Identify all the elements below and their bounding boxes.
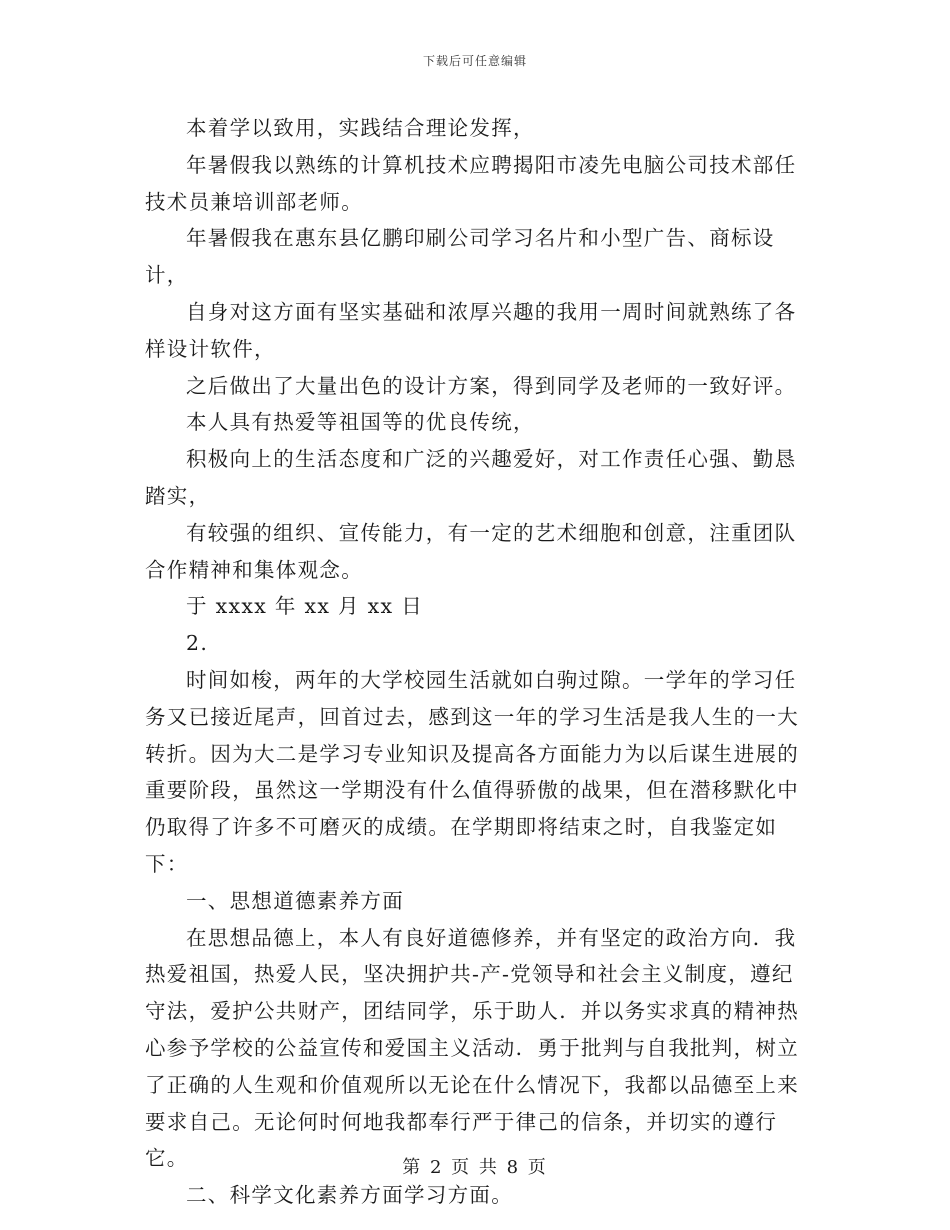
section-heading: 一、思想道德素养方面: [186, 888, 404, 913]
paragraph: 在思想品德上，本人有良好道德修养，并有坚定的政治方向．我热爱祖国，热爱人民，坚决拥护共-产-党领导和社会主义制度，遵纪守法，爱护公共财产，团结同学，乐于助人．并以务实求真的精神热心参予学校的公益宣传和爱国主义活动．勇于批判与自我批判，树立了正确的人生观和价值观所以无论在什么情况下，我都以品德至上来要求自己。无论何时何地我都奉行严于律己的信条，并切实的遵行它。: [145, 925, 799, 1171]
paragraph: 时间如梭，两年的大学校园生活就如白驹过隙。一学年的学习任务又已接近尾声，回首过去，感到这一年的学习生活是我人生的一大转折。因为大二是学习专业知识及提高各方面能力为以后谋生进展的重要阶段，虽然这一学期没有什么值得骄傲的战果，但在潜移默化中仍取得了许多不可磨灭的成绩。在学期即将结束之时，自我鉴定如下：: [145, 667, 799, 876]
date-line: 于 xxxx 年 xx 月 xx 日: [186, 594, 423, 619]
paragraph: 积极向上的生活态度和广泛的兴趣爱好，对工作责任心强、勤恳踏实，: [145, 447, 797, 508]
page-header: 下载后可任意编辑: [422, 54, 527, 68]
paragraph: 年暑假我在惠东县亿鹏印刷公司学习名片和小型广告、商标设计，: [145, 226, 775, 288]
paragraph: 本着学以致用，实践结合理论发挥，: [186, 116, 535, 140]
section-heading: 二、科学文化素养方面学习方面。: [186, 1183, 513, 1208]
paragraph: 年暑假我以熟练的计算机技术应聘揭阳市凌先电脑公司技术部任技术员兼培训部老师。: [145, 152, 797, 214]
paragraph: 本人具有热爱等祖国等的优良传统，: [186, 410, 535, 435]
paragraph: 有较强的组织、宣传能力，有一定的艺术细胞和创意，注重团队合作精神和集体观念。: [145, 520, 797, 582]
paragraph: 之后做出了大量出色的设计方案，得到同学及老师的一致好评。: [186, 373, 797, 398]
page-number: 第 2 页 共 8 页: [402, 1157, 548, 1178]
section-number: 2.: [186, 631, 209, 656]
paragraph: 自身对这方面有坚实基础和浓厚兴趣的我用一周时间就熟练了各样设计软件，: [145, 299, 797, 361]
document-body: [145, 110, 805, 1214]
